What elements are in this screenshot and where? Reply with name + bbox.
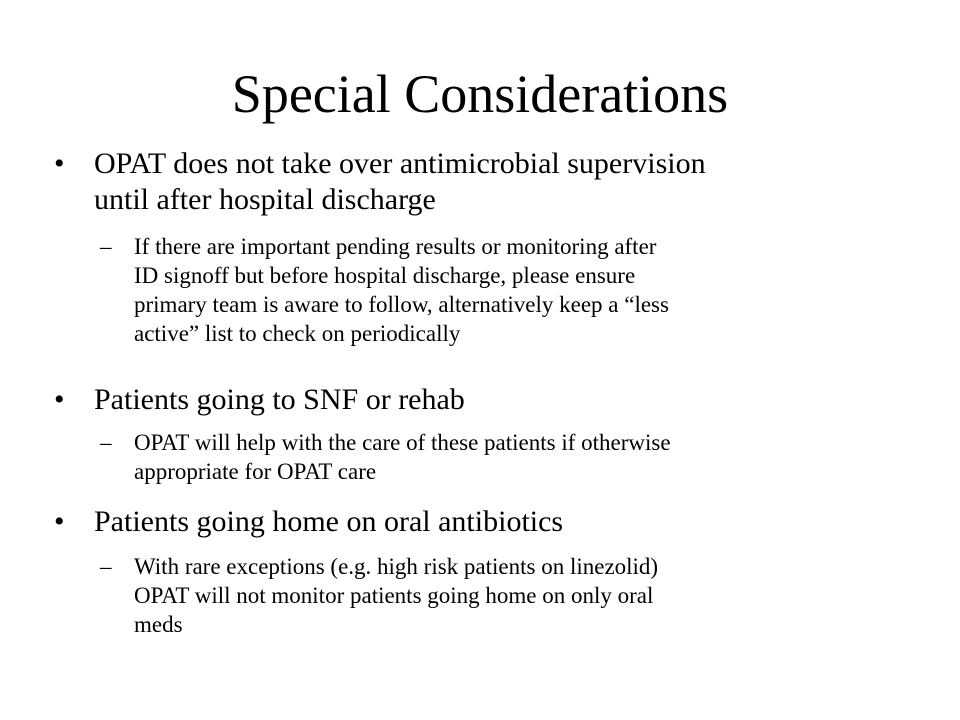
bullet-text: Patients going to SNF or rehab: [94, 383, 465, 416]
bullet-text: Patients going home on oral antibiotics: [94, 505, 564, 538]
sub-bullet-text: With rare exceptions (e.g. high risk patients on linezolid) OPAT will not monitor patients going home on only oral meds: [134, 554, 659, 637]
sub-bullet-item: [100, 552, 894, 639]
sub-bullet-marker: –: [100, 234, 112, 259]
slide-title: Special Considerations: [231, 64, 729, 124]
sub-bullet-marker: –: [100, 430, 112, 455]
bullet-item: [54, 504, 894, 540]
bullet-marker: •: [54, 147, 65, 180]
bullet-item: [54, 146, 894, 218]
bullet-item: [54, 382, 894, 418]
sub-bullet-text: OPAT will help with the care of these patients if otherwise appropriate for OPAT care: [134, 430, 671, 484]
sub-bullet-marker: –: [100, 554, 112, 579]
sub-bullet-item: [100, 232, 894, 348]
bullet-marker: •: [54, 505, 65, 538]
bullet-text: OPAT does not take over antimicrobial supervision until after hospital discharge: [94, 147, 706, 216]
sub-bullet-text: If there are important pending results or monitoring after ID signoff but before hospital discharge, please ensure primary team is aware to follow, alternatively keep a “less active” list to check on periodically: [134, 234, 669, 346]
sub-bullet-item: [100, 428, 894, 486]
bullet-marker: •: [54, 383, 65, 416]
